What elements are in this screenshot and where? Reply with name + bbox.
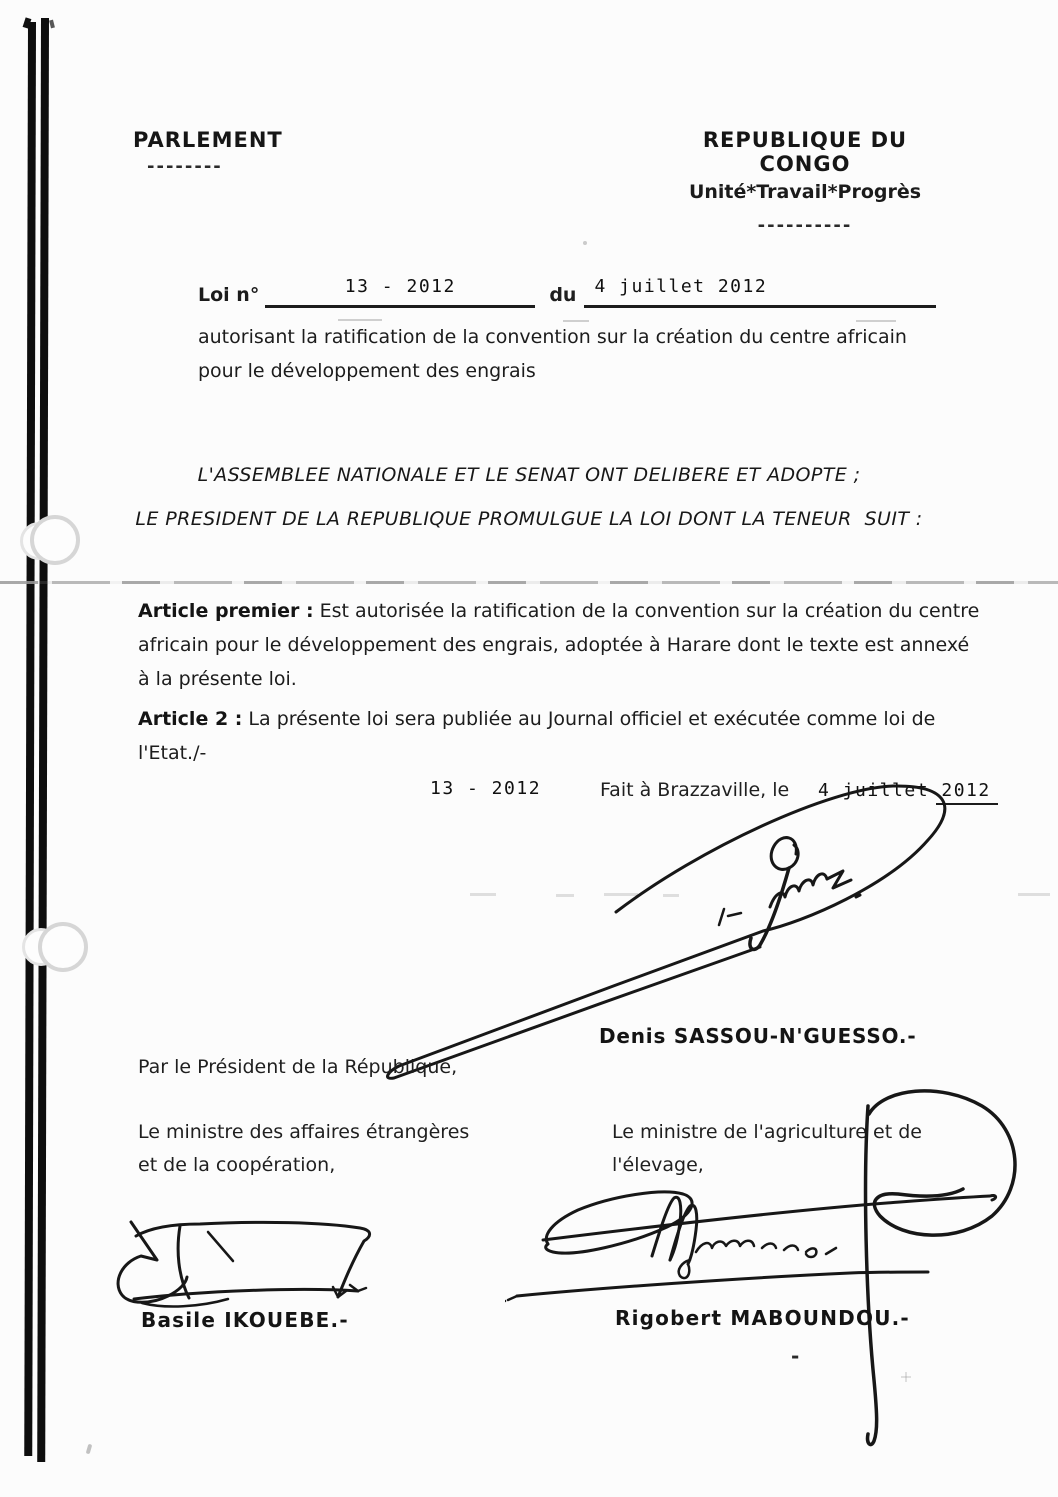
maboundou-trailing-dash: - bbox=[791, 1344, 800, 1368]
article-2-label: Article 2 : bbox=[138, 708, 243, 730]
preamble-line-1: L'ASSEMBLEE NATIONALE ET LE SENAT ONT DELIBERE ET ADOPTE ; bbox=[197, 464, 861, 486]
scan-smudge bbox=[604, 893, 638, 896]
republic-rule: ---------- bbox=[757, 215, 853, 236]
closing-date-underscore bbox=[936, 803, 998, 805]
law-number-line bbox=[198, 276, 936, 308]
binding-bar-left bbox=[24, 22, 36, 1456]
minister-foreign-title-line2: et de la coopération, bbox=[138, 1154, 336, 1177]
article-2-text: La présente loi sera publiée au Journal officiel et exécutée comme loi de l'Etat./- bbox=[138, 708, 936, 765]
law-number-value: 13 - 2012 bbox=[344, 276, 456, 297]
scan-smudge bbox=[1018, 893, 1050, 896]
parlement-rule: -------- bbox=[147, 156, 223, 177]
minister-agriculture-title-line2: l'élevage, bbox=[612, 1154, 704, 1177]
binding-bar-fragment bbox=[49, 20, 55, 29]
article-premier-text: Est autorisée la ratification de la convention sur la création du centre africain pour le développement des engrais, adoptée à Harare dont le texte est annexé à la présente loi. bbox=[138, 600, 980, 691]
preamble-line-2: LE PRESIDENT DE LA REPUBLIQUE PROMULGUE LA LOI DONT LA TENEUR SUIT : bbox=[135, 508, 923, 530]
binding-bar-right bbox=[37, 18, 49, 1462]
law-number-prefix: Loi n° bbox=[198, 284, 260, 306]
article-2 bbox=[138, 702, 986, 770]
ikouebe-name: Basile IKOUEBE.- bbox=[141, 1308, 349, 1332]
minister-agriculture-title-line1: Le ministre de l'agriculture et de bbox=[612, 1121, 922, 1143]
law-du-label: du bbox=[549, 284, 577, 306]
closing-place-line: Fait à Brazzaville, le bbox=[600, 779, 790, 801]
article-premier-label: Article premier : bbox=[138, 600, 314, 622]
article-premier bbox=[138, 594, 986, 697]
minister-agriculture-title bbox=[612, 1116, 1032, 1183]
header-right bbox=[664, 128, 946, 236]
header-left bbox=[133, 128, 283, 177]
law-number-slot bbox=[265, 276, 535, 308]
minister-foreign-title-line1: Le ministre des affaires étrangères bbox=[138, 1121, 470, 1143]
law-subject: autorisant la ratification de la convention sur la création du centre africain pour le développement des engrais bbox=[198, 326, 907, 383]
scan-fold-line bbox=[0, 581, 1058, 584]
law-date-slot bbox=[584, 276, 936, 308]
scan-speck bbox=[583, 241, 587, 245]
republic-title: REPUBLIQUE DU CONGO bbox=[702, 128, 908, 176]
closing-date: 4 juillet 2012 bbox=[818, 780, 991, 801]
maboundou-name: Rigobert MABOUNDOU.- bbox=[615, 1306, 910, 1330]
president-name: Denis SASSOU-N'GUESSO.- bbox=[599, 1024, 917, 1048]
republic-motto: Unité*Travail*Progrès bbox=[688, 181, 922, 203]
scan-smudge bbox=[556, 894, 574, 897]
scan-speck bbox=[86, 1444, 93, 1455]
scan-speck bbox=[905, 1372, 907, 1382]
punch-hole-bottom bbox=[38, 922, 88, 972]
president-signature-strokes bbox=[370, 775, 1058, 1105]
parlement-title: PARLEMENT bbox=[133, 128, 283, 152]
closing-law-number: 13 - 2012 bbox=[430, 778, 542, 799]
scan-smudge bbox=[663, 894, 679, 897]
scan-smudge bbox=[470, 893, 496, 896]
by-president-line: Par le Président de la République, bbox=[138, 1056, 458, 1078]
minister-foreign-title bbox=[138, 1116, 469, 1183]
law-date-value: 4 juillet 2012 bbox=[594, 276, 768, 297]
ikouebe-signature bbox=[105, 1185, 415, 1320]
